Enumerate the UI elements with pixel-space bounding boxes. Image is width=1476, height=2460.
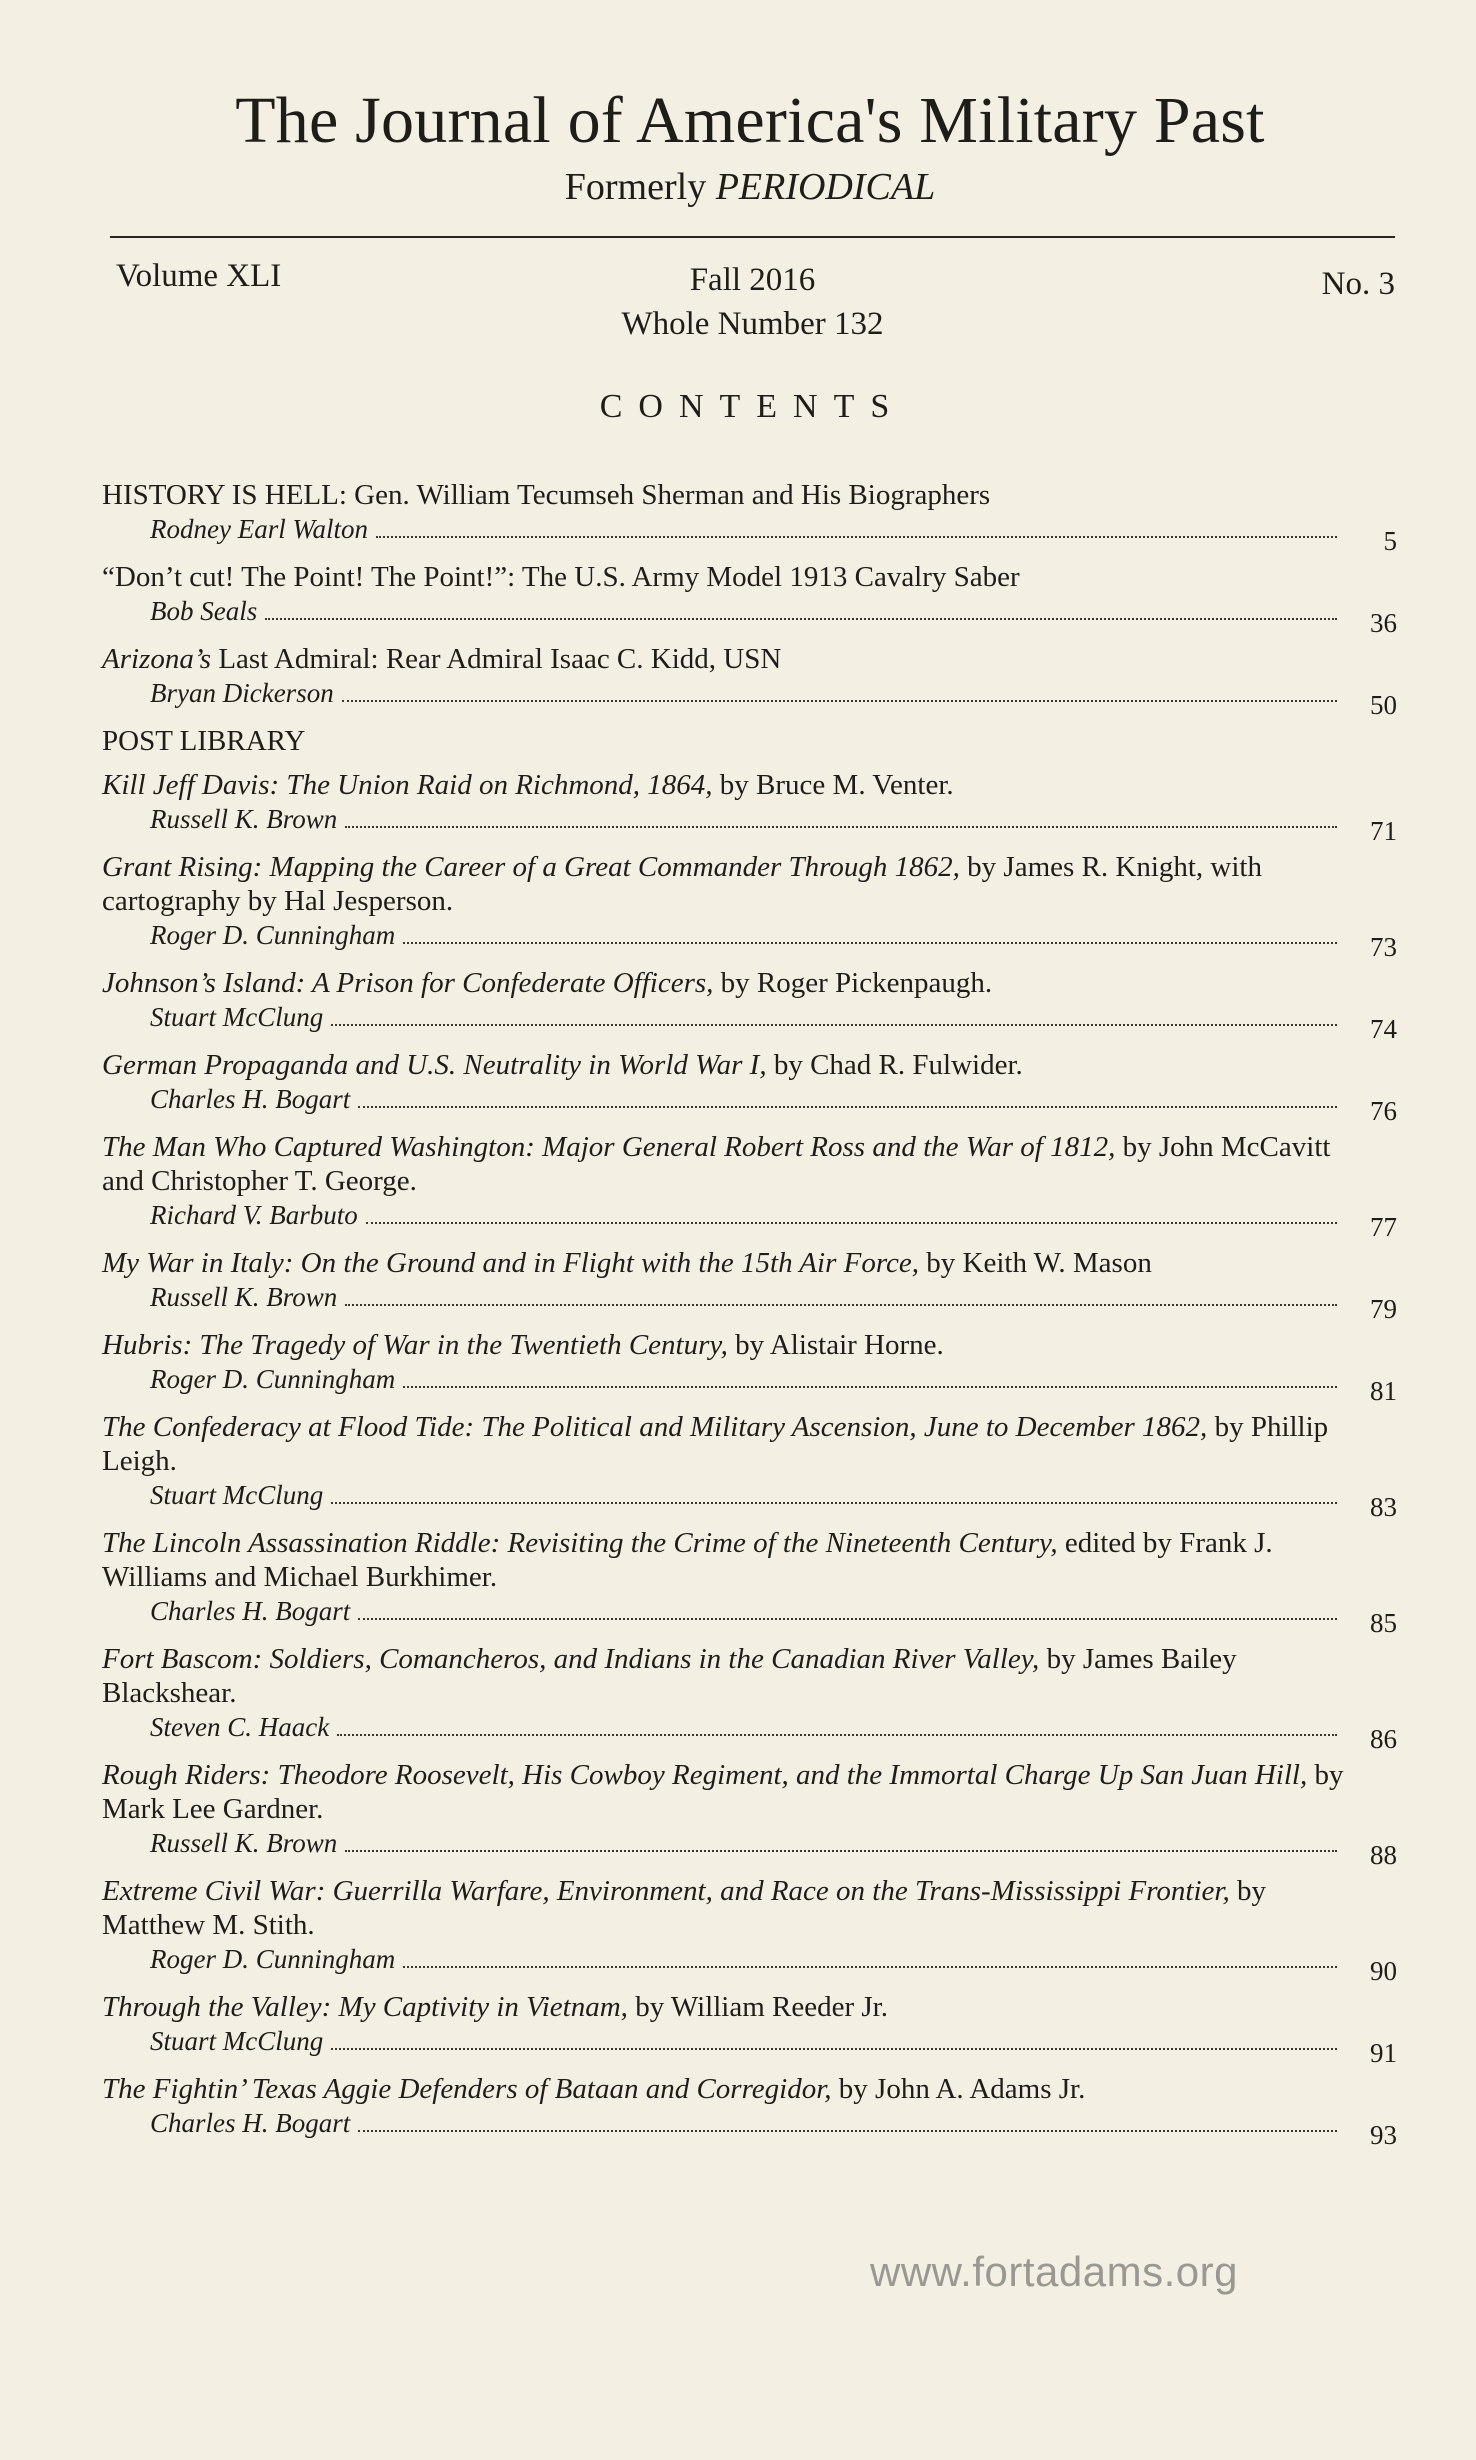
dot-leader [403,942,1337,944]
entry-page-number: 90 [1370,1956,1397,1986]
entry-title-italic-part: The Man Who Captured Washington: Major General Robert Ross and the War of 1812, [102,1131,1116,1163]
entry-title [102,1048,1397,1082]
author-line [102,1826,1397,1870]
entry-title-italic-part: Rough Riders: Theodore Roosevelt, His Cowboy Regiment, and the Immortal Charge Up San Juan Hill, [102,1759,1308,1791]
author-line [102,802,1397,846]
dot-leader [366,1222,1337,1224]
entry-title [102,478,1397,512]
entry-page-number: 50 [1370,690,1397,720]
watermark: www.fortadams.org [870,2248,1238,2295]
entry-author: Steven C. Haack [150,1712,330,1742]
entry-page-number: 81 [1370,1376,1397,1406]
dot-leader [337,1734,1337,1736]
entry-author: Russell K. Brown [150,1282,338,1312]
dot-leader [331,2048,1337,2050]
toc-entry [102,1048,1397,1126]
entry-page-number: 85 [1370,1608,1397,1638]
dot-leader [331,1502,1337,1504]
dot-leader [358,1106,1337,1108]
volume-label: Volume XLI [116,258,282,294]
entry-title [102,1526,1397,1594]
entry-title [102,850,1397,918]
entry-title-roman-part: by James R. Knight, with cartography by Hal Jesperson. [102,851,1262,917]
toc-entry [102,1328,1397,1406]
entry-author: Roger D. Cunningham [150,1364,396,1394]
toc-entry [102,1246,1397,1324]
dot-leader [331,1024,1337,1026]
toc-entry [102,1642,1397,1754]
entry-title-roman-part: by John McCavitt and Christopher T. George. [102,1131,1331,1197]
entry-title [102,642,1397,676]
entry-title [102,966,1397,1000]
entry-title [102,2072,1397,2106]
articles-list [102,478,1397,720]
entry-author: Stuart McClung [150,2026,324,2056]
entry-author: Rodney Earl Walton [150,514,368,544]
toc-entry [102,1526,1397,1638]
entry-title [102,1130,1397,1198]
entry-title-roman-part: by Mark Lee Gardner. [102,1759,1344,1825]
entry-title-italic-part: Hubris: The Tragedy of War in the Twentieth Century, [102,1329,728,1361]
toc-entry [102,1758,1397,1870]
entry-author: Roger D. Cunningham [150,920,396,950]
entry-page-number: 77 [1370,1212,1397,1242]
entry-author: Charles H. Bogart [150,1084,351,1114]
entry-title-italic-part: The Fightin’ Texas Aggie Defenders of Bataan and Corregidor, [102,2073,832,2105]
author-line [102,1000,1397,1044]
entry-title-roman-part: edited by Frank J. Williams and Michael Burkhimer. [102,1527,1273,1593]
masthead [110,82,1390,210]
entry-page-number: 5 [1383,526,1397,556]
dot-leader [342,700,1337,702]
dot-leader [376,536,1337,538]
entry-page-number: 88 [1370,1840,1397,1870]
author-line [102,1594,1397,1638]
entry-author: Charles H. Bogart [150,1596,351,1626]
entry-title [102,1410,1397,1478]
entry-title-italic-part: Grant Rising: Mapping the Career of a Great Commander Through 1862, [102,851,960,883]
entry-title-roman-part: by Alistair Horne. [727,1329,944,1361]
toc-entry [102,768,1397,846]
author-line [102,1362,1397,1406]
author-line [102,594,1397,638]
entry-author: Bob Seals [150,596,258,626]
entry-author: Charles H. Bogart [150,2108,351,2138]
dot-leader [358,1618,1337,1620]
author-line [102,1198,1397,1242]
entry-title [102,1990,1397,2024]
author-line [102,1942,1397,1986]
author-line [102,1280,1397,1324]
dot-leader [345,1304,1337,1306]
entry-title-italic-part: Kill Jeff Davis: The Union Raid on Richmond, 1864, [102,769,713,801]
dot-leader [345,1850,1337,1852]
entry-page-number: 36 [1370,608,1397,638]
entry-title-italic-part: Arizona’s [102,643,212,675]
author-line [102,1082,1397,1126]
toc-entry [102,1874,1397,1986]
entry-title [102,1874,1397,1942]
subtitle-former-name: PERIODICAL [715,166,936,208]
entry-title-roman-part: by Keith W. Mason [919,1247,1152,1279]
dot-leader [358,2130,1337,2132]
entry-author: Stuart McClung [150,1480,324,1510]
entry-title [102,1758,1397,1826]
post-library-heading: POST LIBRARY [102,725,306,757]
subtitle-prefix: Formerly [564,166,716,208]
author-line [102,1710,1397,1754]
entry-page-number: 73 [1370,932,1397,962]
entry-title-roman-part: by Chad R. Fulwider. [766,1049,1023,1081]
author-line [102,512,1397,556]
entry-title [102,1246,1397,1280]
table-of-contents [102,478,1397,2154]
entry-title-roman-part: by Phillip Leigh. [102,1411,1329,1477]
whole-number: Whole Number 132 [621,306,884,342]
entry-title [102,768,1397,802]
issue-season: Fall 2016 [689,262,816,298]
entry-title-roman-part: by James Bailey Blackshear. [102,1643,1237,1709]
header-divider [110,236,1395,238]
author-line [102,676,1397,720]
toc-entry [102,850,1397,962]
entry-author: Roger D. Cunningham [150,1944,396,1974]
entry-title [102,560,1397,594]
dot-leader [345,826,1337,828]
author-line [102,2024,1397,2068]
entry-page-number: 71 [1370,816,1397,846]
entry-title-italic-part: Fort Bascom: Soldiers, Comancheros, and Indians in the Canadian River Valley, [102,1643,1040,1675]
entry-title-roman-part: “Don’t cut! The Point! The Point!”: The U.S. Army Model 1913 Cavalry Saber [102,561,1020,593]
entry-author: Russell K. Brown [150,804,338,834]
issue-number: No. 3 [1321,266,1395,302]
entry-author: Russell K. Brown [150,1828,338,1858]
journal-title: The Journal of America's Military Past [235,84,1265,157]
entry-title-italic-part: The Lincoln Assassination Riddle: Revisiting the Crime of the Nineteenth Century, [102,1527,1058,1559]
author-line [102,2106,1397,2150]
entry-title-roman-part: by Roger Pickenpaugh. [713,967,993,999]
entry-page-number: 76 [1370,1096,1397,1126]
entry-author: Richard V. Barbuto [150,1200,358,1230]
toc-entry [102,642,1397,720]
toc-entry [102,478,1397,556]
entry-title-italic-part: Through the Valley: My Captivity in Vietnam, [102,1991,628,2023]
entry-page-number: 74 [1370,1014,1397,1044]
toc-entry [102,1410,1397,1522]
author-line [102,1478,1397,1522]
author-line [102,918,1397,962]
entry-title-italic-part: German Propaganda and U.S. Neutrality in World War I, [102,1049,767,1081]
journal-subtitle [110,164,1390,210]
entry-author: Stuart McClung [150,1002,324,1032]
entry-title-roman-part: by Bruce M. Venter. [712,769,954,801]
dot-leader [403,1386,1337,1388]
entry-title-roman-part: by John A. Adams Jr. [831,2073,1086,2105]
entry-title-roman-part: Last Admiral: Rear Admiral Isaac C. Kidd, USN [211,643,782,675]
entry-title-italic-part: The Confederacy at Flood Tide: The Political and Military Ascension, June to December 1862, [102,1411,1208,1443]
entry-title-roman-part: HISTORY IS HELL: Gen. William Tecumseh Sherman and His Biographers [102,479,991,511]
entry-page-number: 79 [1370,1294,1397,1324]
entry-title [102,1642,1397,1710]
issue-center-block [110,258,1395,346]
reviews-list [102,768,1397,2150]
entry-page-number: 86 [1370,1724,1397,1754]
dot-leader [403,1966,1337,1968]
contents-heading: CONTENTS [599,388,906,425]
toc-entry [102,2072,1397,2150]
entry-title-italic-part: Johnson’s Island: A Prison for Confederate Officers, [102,967,714,999]
entry-title-italic-part: Extreme Civil War: Guerrilla Warfare, Environment, and Race on the Trans-Mississippi Frontier, [102,1875,1230,1907]
entry-page-number: 91 [1370,2038,1397,2068]
entry-title-roman-part: by William Reeder Jr. [627,1991,888,2023]
entry-title-italic-part: My War in Italy: On the Ground and in Flight with the 15th Air Force, [102,1247,920,1279]
toc-entry [102,966,1397,1044]
entry-page-number: 83 [1370,1492,1397,1522]
toc-entry [102,560,1397,638]
entry-author: Bryan Dickerson [150,678,334,708]
entry-page-number: 93 [1370,2120,1397,2150]
toc-entry [102,1130,1397,1242]
entry-title-roman-part: by Matthew M. Stith. [102,1875,1266,1941]
issue-info [110,256,1395,356]
entry-title [102,1328,1397,1362]
toc-entry [102,1990,1397,2068]
dot-leader [265,618,1337,620]
